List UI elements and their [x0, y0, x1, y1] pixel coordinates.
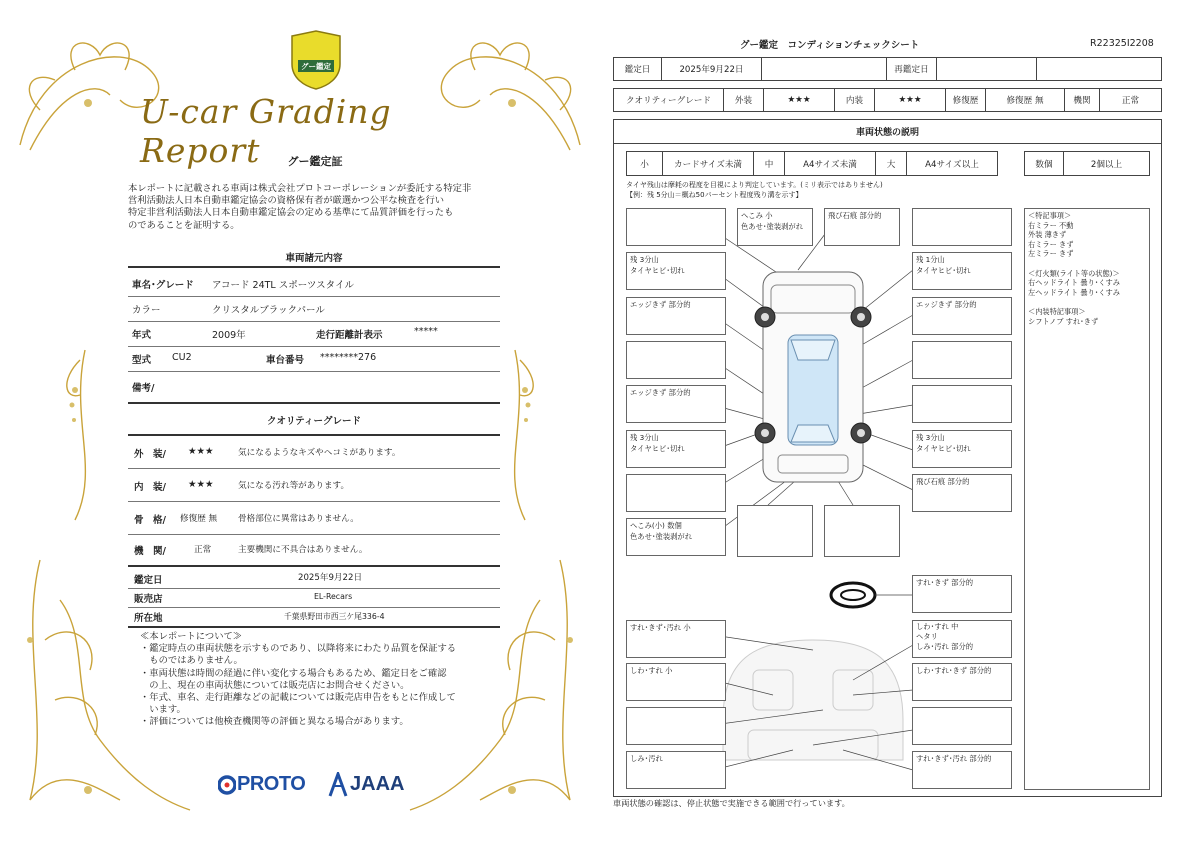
engine-label: 機 関/	[134, 546, 166, 557]
exterior-box-front-right: 飛び石痕 部分的	[824, 208, 900, 246]
repair-value: 修復歴 無	[985, 88, 1065, 112]
notes-title: ≪本レポートについて≫	[140, 631, 243, 642]
odometer-label: 走行距離計表示	[316, 330, 383, 341]
exterior-box-empty	[626, 474, 726, 512]
remarks-label: 備考/	[132, 383, 155, 394]
year-label: 年式	[132, 330, 152, 341]
note-line: います。	[140, 704, 186, 716]
interior-box-empty	[626, 707, 726, 745]
note-line: ものではありません。	[140, 655, 243, 667]
grade-int-stars: ★★★	[874, 88, 946, 112]
address-value: 千葉県野田市西三ケ尾336-4	[284, 612, 385, 621]
certificate-title: グー鑑定証	[287, 155, 343, 168]
date-blank-cell	[761, 57, 887, 81]
note-line: ・車両状態は時間の経過に伴い変化する場合もあるため、鑑定日をご確認	[140, 667, 447, 679]
exterior-comment: 気になるようなキズやヘコミがあります。	[238, 448, 401, 458]
note-line: ・年式、車名、走行距離などの記載については販売店申告をもとに作成して	[140, 692, 456, 704]
reinspect-blank-cell	[1036, 57, 1162, 81]
shop-label: 販売店	[134, 594, 163, 605]
special-line: 左ミラー きず	[1028, 249, 1074, 259]
interior-box-rear-left: しみ･汚れ	[626, 751, 726, 789]
report-script-title: U-car Grading Report	[140, 92, 392, 170]
size-mid-desc: A4サイズ未満	[784, 151, 876, 176]
size-large-desc: A4サイズ以上	[906, 151, 998, 176]
special-line: ＜灯火類(ライト等の状態)＞	[1028, 268, 1120, 278]
interior-box-empty	[912, 707, 1012, 745]
grade-int-label: 内装	[834, 88, 875, 112]
proto-logo-text: PROTO	[237, 773, 306, 795]
interior-box-passenger-seat: しわ･すれ 小	[626, 663, 726, 701]
special-line: 左ヘッドライト 曇り･くすみ	[1028, 287, 1120, 297]
exterior-box-empty	[626, 341, 726, 379]
exterior-stars: ★★★	[188, 446, 214, 457]
tire-note: タイヤ残山は摩耗の程度を目視により判定しています。(ミリ表示ではありません)	[626, 181, 883, 189]
engine-label: 機関	[1064, 88, 1100, 112]
exterior-box-tire-rr: 残 3分山 タイヤヒビ･切れ	[912, 430, 1012, 468]
interior-box-steering: すれ･きず 部分的	[912, 575, 1012, 613]
date-label: 鑑定日	[134, 575, 163, 586]
frame-comment: 骨格部位に異常はありません。	[238, 514, 359, 524]
exterior-box-left-front-door: エッジきず 部分的	[626, 297, 726, 335]
name-value: アコード 24TL スポーツスタイル	[212, 280, 354, 291]
exterior-box-empty	[737, 505, 813, 557]
address-label: 所在地	[134, 613, 163, 624]
count-value: 2個以上	[1063, 151, 1150, 176]
certificate-line: 本レポートに記載される車両は株式会社プロトコーポレーションが委託する特定非	[128, 183, 472, 194]
interior-box-driver-seat: しわ･すれ 中 ヘタリ しみ･汚れ 部分的	[912, 620, 1012, 658]
exterior-box-rear: へこみ(小) 数個 色あせ･塗装剥がれ	[626, 518, 726, 556]
repair-label: 修復歴	[945, 88, 986, 112]
engine-value: 正常	[1099, 88, 1162, 112]
special-line: 右ヘッドライト 曇り･くすみ	[1028, 278, 1120, 288]
color-value: クリスタルブラックパール	[212, 305, 325, 316]
interior-comment: 気になる汚れ等があります。	[238, 481, 350, 491]
exterior-box-rear-right: 飛び石痕 部分的	[912, 474, 1012, 512]
interior-stars: ★★★	[188, 479, 214, 490]
quality-section-heading: クオリティーグレード	[266, 416, 362, 427]
interior-box-console: しわ･すれ･きず 部分的	[912, 663, 1012, 701]
color-label: カラー	[132, 305, 161, 316]
exterior-box-empty	[824, 505, 900, 557]
count-label: 数個	[1024, 151, 1064, 176]
note-line: の上、現在の車両状態については販売店にお問合せください。	[140, 679, 410, 691]
spec-section-heading: 車両諸元内容	[285, 253, 343, 264]
date-value-cell: 2025年9月22日	[661, 57, 762, 81]
exterior-box-tire-fl: 残 3分山 タイヤヒビ･切れ	[626, 252, 726, 290]
exterior-box-empty	[626, 208, 726, 246]
reinspect-value-cell	[936, 57, 1037, 81]
chassis-label: 車台番号	[266, 355, 305, 366]
exterior-box-empty	[912, 341, 1012, 379]
footer-note: 車両状態の確認は、停止状態で実施できる範囲で行っています。	[613, 798, 850, 808]
year-value: 2009年	[212, 330, 246, 341]
date-value: 2025年9月22日	[298, 573, 363, 583]
chassis-value: ********276	[320, 352, 377, 363]
report-id: R22325I2208	[1090, 38, 1154, 49]
special-line: 外装 薄きず	[1028, 230, 1067, 240]
exterior-box-right-front-door: エッジきず 部分的	[912, 297, 1012, 335]
exterior-box-empty	[912, 385, 1012, 423]
size-small-desc: カードサイズ未満	[662, 151, 754, 176]
steering-wheel-icon	[831, 583, 875, 607]
note-line: ・評価については他検査機関等の評価と異なる場合があります。	[140, 716, 409, 728]
tire-note-example: 【例：残 5分山＝概ね50パーセント程度残り溝を示す】	[626, 191, 803, 199]
exterior-box-front-left: へこみ 小 色あせ･塗装剥がれ	[737, 208, 813, 246]
certificate-line: 営利活動法人日本自動車鑑定協会の資格保有者が厳選かつ公平な検査を行い	[128, 195, 445, 207]
note-line: ・鑑定時点の車両状態を示すものであり、以降将来にわたり品質を保証する	[140, 643, 457, 655]
shop-value: EL-Recars	[314, 592, 353, 601]
name-label: 車名･グレード	[132, 280, 194, 291]
interior-box-dashboard: すれ･きず･汚れ 小	[626, 620, 726, 658]
frame-label: 骨 格/	[134, 515, 166, 526]
grade-label-cell: クオリティーグレード	[613, 88, 724, 112]
exterior-label: 外 装/	[134, 449, 166, 460]
interior-label: 内 装/	[134, 482, 166, 493]
exterior-box-left-rear-door: エッジきず 部分的	[626, 385, 726, 423]
certificate-line: のであることを証明する。	[128, 219, 240, 231]
model-label: 型式	[132, 355, 152, 366]
state-heading: 車両状態の説明	[613, 119, 1162, 144]
interior-box-rear-right: すれ･きず･汚れ 部分的	[912, 751, 1012, 789]
frame-value: 修復歴 無	[180, 514, 218, 524]
grade-ext-stars: ★★★	[763, 88, 835, 112]
size-small-label: 小	[626, 151, 663, 176]
engine-comment: 主要機関に不具合はありません。	[238, 545, 368, 555]
special-line: シフトノブ すれ･きず	[1028, 316, 1099, 326]
engine-value: 正常	[194, 545, 212, 555]
reinspect-label-cell: 再鑑定日	[886, 57, 937, 81]
special-spacer	[1028, 259, 1146, 269]
special-notes	[1024, 208, 1150, 790]
certificate-line: 特定非営利活動法人日本自動車鑑定協会の定める基準にて品質評価を行ったも	[128, 207, 454, 219]
exterior-box-tire-rl: 残 3分山 タイヤヒビ･切れ	[626, 430, 726, 468]
special-line: 右ミラー 不動	[1028, 220, 1074, 230]
size-large-label: 大	[875, 151, 907, 176]
special-line: ＜特記事項＞	[1028, 211, 1072, 220]
jaaa-logo-text: JAAA	[350, 773, 405, 795]
model-value: CU2	[172, 352, 192, 363]
odometer-value: *****	[414, 326, 438, 337]
exterior-box-empty	[912, 208, 1012, 246]
sheet-title: グー鑑定 コンディションチェックシート	[740, 40, 920, 51]
special-line: 右ミラー きず	[1028, 239, 1074, 249]
size-mid-label: 中	[753, 151, 785, 176]
badge-label: グー鑑定	[301, 62, 331, 71]
special-spacer	[1028, 297, 1146, 307]
grade-ext-label: 外装	[723, 88, 764, 112]
exterior-box-tire-fr: 残 1分山 タイヤヒビ･切れ	[912, 252, 1012, 290]
special-line: ＜内装特記事項＞	[1028, 306, 1086, 316]
date-label-cell: 鑑定日	[613, 57, 662, 81]
